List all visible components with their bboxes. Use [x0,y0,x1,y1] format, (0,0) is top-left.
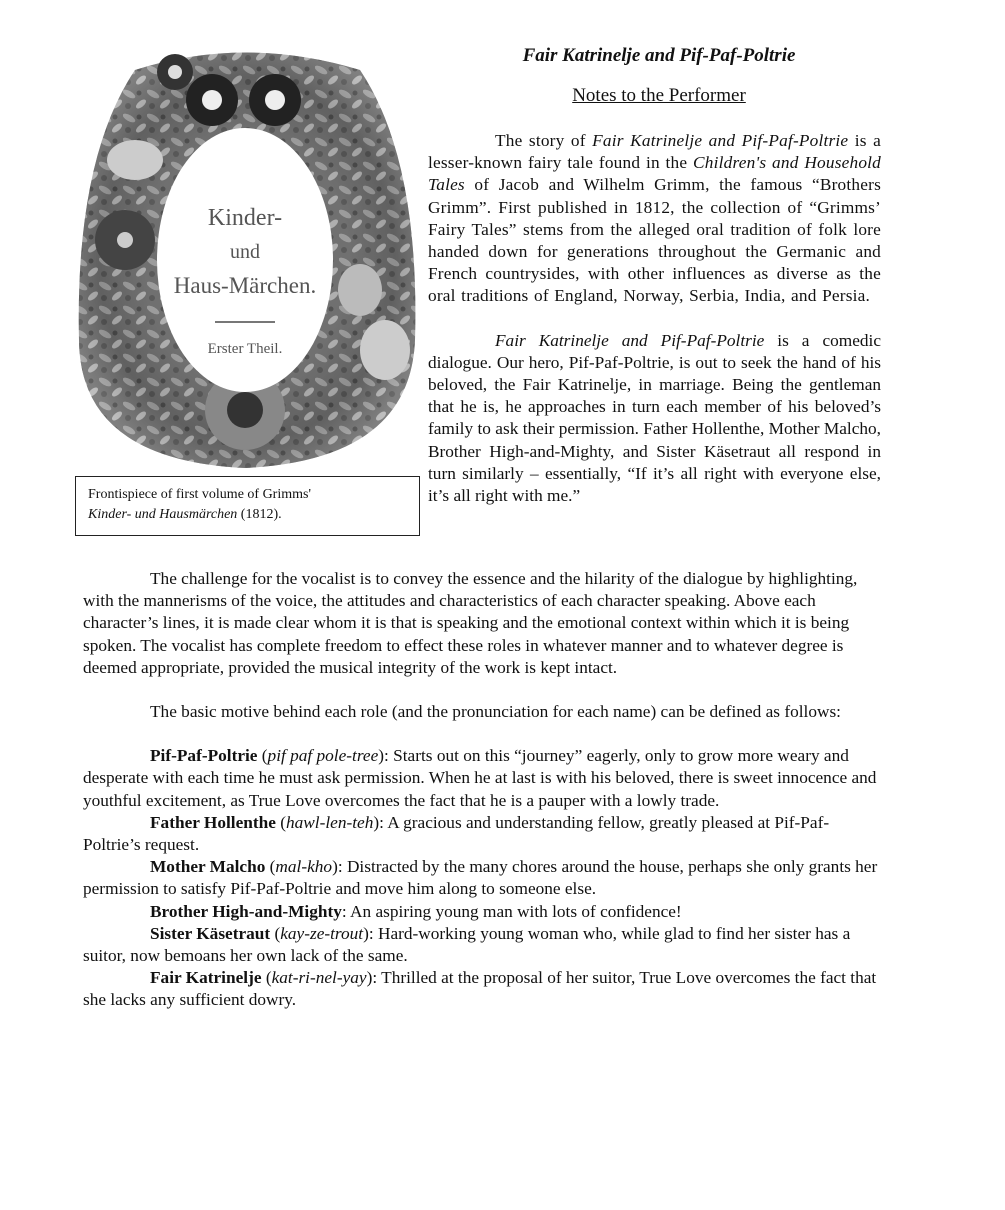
role-name: Pif-Paf-Poltrie [150,746,258,766]
role-pronunciation: mal-kho [275,857,333,877]
page-title: Fair Katrinelje and Pif-Paf-Poltrie [522,45,796,66]
italic-title: Fair Katrinelje and Pif-Paf-Poltrie [495,330,765,350]
frontispiece-lettering: und [230,241,260,263]
role-name: Brother High-and-Mighty [150,901,342,921]
frontispiece-lettering: Erster Theil. [207,341,283,357]
challenge-paragraph: The challenge for the vocalist is to convey the essence and the hilarity of the dialogue by highlighting, with the mannerisms of the voice, the attitudes and characteristics of each character speaking. Above each character’s lines, it is made clear whom it is that is speaking and the emotional context within which it is being spoken. The vocalist has complete freedom to effect these roles in whatever manner and to whatever degree is deemed appropriate, provided the musical integrity of the work is kept intact. [83,569,858,677]
frontispiece-lettering: Kinder- [207,205,283,231]
figure-caption [75,476,420,536]
role-pronunciation: hawl-len-teh [286,812,374,832]
role-item: Mother Malcho (mal-kho): Distracted by the many chores around the house, perhaps she only grants her permission to satisfy Pif-Paf-Poltrie and move him along to someone else. [83,857,878,899]
document-page [83,40,881,1012]
role-name: Mother Malcho [150,857,266,877]
role-pronunciation: kat-ri-nel-yay [271,968,367,988]
role-pronunciation: pif paf pole-tree [267,746,379,766]
italic-title: Fair Katrinelje and Pif-Paf-Poltrie [592,131,849,150]
caption-title: Kinder- und Hausmärchen [88,507,238,522]
role-description: : Distracted by the many chores around the house, perhaps she only grants her permission to satisfy Pif-Paf-Poltrie and move him along to someone else. [83,857,878,899]
text: The story of [495,131,593,150]
role-description: : Starts out on this “journey” eagerly, only to grow more weary and desperate with each time he must ask permission. When he at last is with his beloved, there is sweet innocence and youthful excitement, as True Love overcomes the fact that he is a pauper with a lowly trade. [83,746,877,810]
text: of Jacob and Wilhelm Grimm, the famous “Brothers Grimm”. First published in 1812, the collection of “Grimms’ Fairy Tales” stems from the alleged oral tradition of folk lore handed down for generations throughout the Germanic and French countrysides, with other influences as diverse as the oral traditions of England, Norway, Serbia, India, and Persia. [428,175,881,306]
role-description: : An aspiring young man with lots of confidence! [341,901,682,921]
role-pronunciation: kay-ze-trout [280,923,364,943]
role-name: Fair Katrinelje [150,968,262,988]
frontispiece-figure [75,40,420,546]
text: is a comedic dialogue. Our hero, Pif-Paf-Poltrie, is out to seek the hand of his beloved, the Fair Katrinelje, in marriage. Being the gentleman that he is, he approaches in turn each member of his beloved’s family to ask their permission. Father Hollenthe, Mother Malcho, Brother High-and-Mighty, and Sister Käsetraut all respond in turn similarly – essentially, “If it’s all right with everyone else, it’s all right with me.” [428,330,881,506]
role-item: Sister Käsetraut (kay-ze-trout): Hard-working young woman who, while glad to find her sister has a suitor, now bemoans her own lack of the same. [83,923,851,966]
frontispiece-image [75,40,420,472]
motive-paragraph: The basic motive behind each role (and the pronunciation for each name) can be defined as follows: [150,702,841,722]
role-description: : Thrilled at the proposal of her suitor, True Love overcomes the fact that she lacks any sufficient dowry. [83,968,877,1010]
role-item: Fair Katrinelje (kat-ri-nel-yay): Thrilled at the proposal of her suitor, True Love overcomes the fact that she lacks any sufficient dowry. [83,968,877,1010]
role-name: Father Hollenthe [150,812,276,832]
role-item: Father Hollenthe (hawl-len-teh): A gracious and understanding fellow, greatly pleased at Pif-Paf-Poltrie’s request. [83,812,830,855]
role-item: Pif-Paf-Poltrie (pif paf pole-tree): Starts out on this “journey” eagerly, only to grow more weary and desperate with each time he must ask permission. When he at last is with his beloved, there is sweet innocence and youthful excitement, as True Love overcomes the fact that he is a pauper with a lowly trade. [83,746,877,810]
frontispiece-lettering: Haus-Märchen. [173,273,317,298]
role-description: : Hard-working young woman who, while glad to find her sister has a suitor, now bemoans her own lack of the same. [83,923,851,966]
text: is a lesser-known fairy tale found in the [428,131,881,173]
role-list [83,745,881,1011]
caption-text: Frontispiece of first volume of Grimms' [88,487,311,502]
page-subtitle: Notes to the Performer [572,85,746,106]
role-name: Sister Käsetraut [150,923,271,943]
italic-title: Children's and Household Tales [428,153,882,195]
caption-year: (1812). [237,507,282,522]
role-item [83,901,881,923]
role-description: : A gracious and understanding fellow, greatly pleased at Pif-Paf-Poltrie’s request. [83,812,830,855]
